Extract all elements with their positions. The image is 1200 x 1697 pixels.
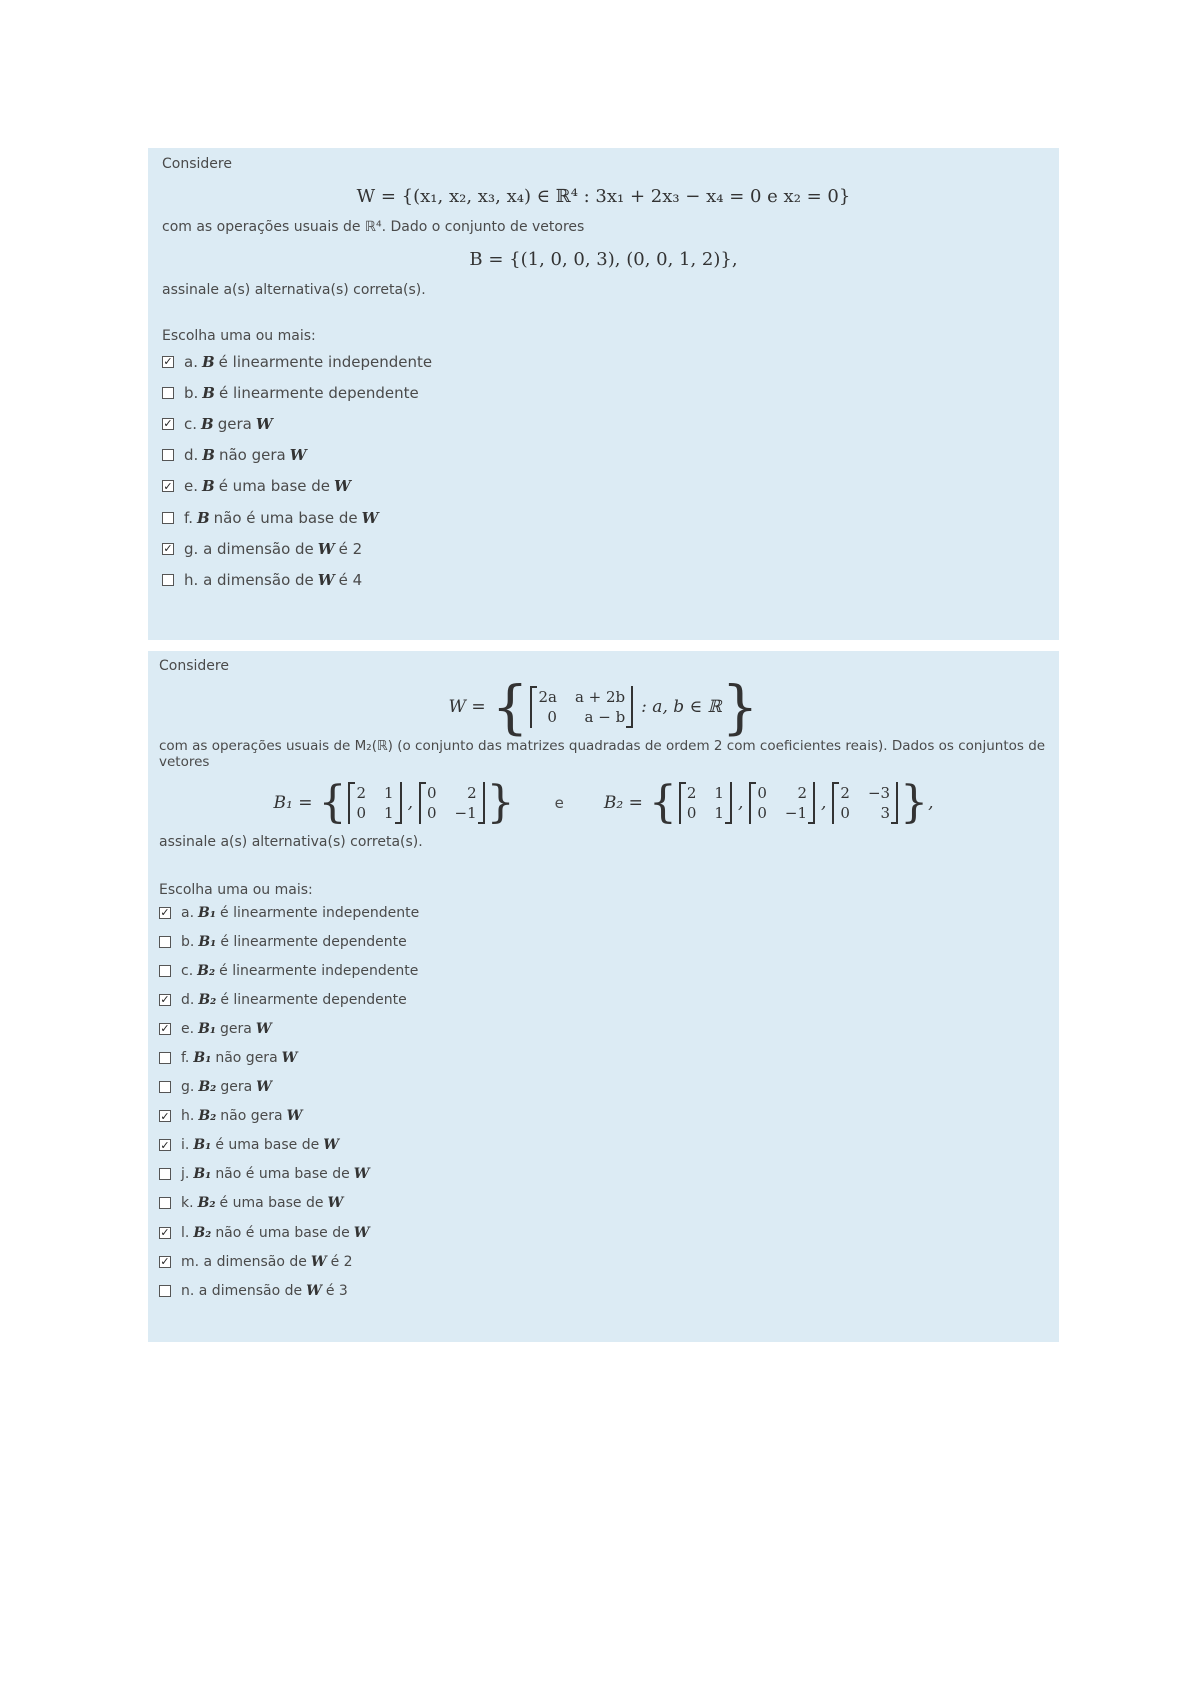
option-text: é linearmente independente (220, 904, 420, 921)
option-letter: b. (181, 933, 195, 950)
q1-ops-text: com as operações usuais de ℝ⁴. Dado o conjunto de vetores (162, 219, 585, 235)
checked-checkbox[interactable]: ✓ (160, 1022, 170, 1036)
option-space-symbol: W (334, 477, 351, 496)
answer-option[interactable] (159, 1160, 1048, 1189)
option-space-symbol: W (310, 1253, 327, 1270)
answer-option[interactable] (159, 1247, 1048, 1276)
q1-b-definition: B = {(1, 0, 0, 3), (0, 0, 1, 2)}, (469, 249, 738, 270)
option-space-symbol: W (353, 1166, 370, 1183)
comma: , (737, 793, 744, 813)
q2-w-definition (159, 673, 1048, 741)
matrix-entry: 3 (880, 804, 891, 822)
q1-assinale: assinale a(s) alternativa(s) correta(s). (162, 282, 426, 298)
option-text: é linearmente dependente (220, 933, 407, 950)
matrix-entry: 2a (538, 688, 557, 706)
checked-checkbox[interactable]: ✓ (160, 1226, 170, 1240)
matrix-entry: −3 (867, 784, 891, 802)
option-letter: d. (181, 991, 195, 1008)
right-brace: } (900, 777, 929, 828)
comma: , (821, 793, 827, 813)
option-text: a dimensão de (198, 1282, 303, 1299)
option-letter: h. (184, 570, 199, 589)
left-brace: { (318, 777, 347, 828)
right-brace: } (486, 777, 515, 828)
option-space-symbol: W (255, 1020, 272, 1037)
option-space-symbol: W (317, 570, 335, 589)
answer-option[interactable] (159, 1043, 1048, 1072)
matrix-entry: 0 (547, 708, 557, 726)
option-letter: l. (181, 1224, 190, 1241)
checked-checkbox[interactable]: ✓ (160, 906, 170, 920)
option-space-symbol: W (361, 508, 379, 527)
option-space-symbol: W (286, 1108, 303, 1125)
option-space-symbol: W (317, 539, 335, 558)
left-brace: { (491, 673, 529, 741)
answer-option[interactable] (159, 1131, 1048, 1160)
matrix-entry: 0 (426, 784, 437, 802)
q1-w-definition: W = {(x₁, x₂, x₃, x₄) ∈ ℝ⁴ : 3x₁ + 2x₃ − x₄ = 0 e x₂ = 0} (356, 186, 851, 207)
option-set-symbol: B₁ (193, 1050, 212, 1067)
option-space-symbol: W (323, 1137, 339, 1154)
option-tail: é 2 (330, 1253, 353, 1270)
option-letter: m. (181, 1253, 200, 1270)
option-text: é linearmente dependente (220, 991, 407, 1008)
answer-option[interactable] (159, 927, 1048, 956)
checked-checkbox[interactable]: ✓ (163, 542, 173, 556)
option-set-symbol: B (202, 477, 215, 496)
option-set-symbol: B (196, 508, 210, 527)
checked-checkbox[interactable]: ✓ (160, 1255, 170, 1269)
answer-option[interactable] (159, 1073, 1048, 1102)
q2-intro: Considere (159, 658, 229, 674)
option-set-symbol: B₁ (198, 933, 217, 950)
answer-option[interactable] (159, 1218, 1048, 1247)
option-space-symbol: W (281, 1050, 298, 1067)
checkbox[interactable] (162, 574, 174, 586)
option-space-symbol: W (306, 1282, 322, 1299)
matrix-entry: 2 (797, 784, 808, 802)
option-text: não é uma base de (213, 508, 358, 527)
q2-w-matrix (530, 686, 633, 728)
matrix-entry: 2 (686, 784, 697, 802)
option-space-symbol: W (353, 1224, 370, 1241)
matrix-entry: a + 2b (574, 688, 626, 706)
option-set-symbol: B₁ (193, 1137, 212, 1154)
answer-option[interactable] (159, 1014, 1048, 1043)
checkbox[interactable] (159, 1052, 171, 1064)
option-text: a dimensão de (203, 1253, 307, 1270)
right-brace: } (721, 673, 759, 741)
q1-intro: Considere (162, 156, 232, 172)
option-letter: e. (181, 1020, 195, 1037)
matrix-entry: 1 (384, 784, 394, 802)
option-set-symbol: B₂ (198, 991, 217, 1008)
option-tail: é 3 (325, 1282, 348, 1299)
matrix-entry: 0 (757, 784, 767, 802)
option-set-symbol: B₂ (198, 1079, 217, 1096)
checkbox[interactable] (162, 387, 174, 399)
option-letter: j. (181, 1166, 190, 1183)
option-set-symbol: B (202, 446, 215, 465)
answer-option[interactable] (159, 985, 1048, 1014)
option-text: é uma base de (218, 477, 331, 496)
matrix-entry: 1 (714, 784, 724, 802)
answer-option[interactable] (159, 1189, 1048, 1218)
option-letter: e. (184, 477, 198, 496)
option-text: gera (217, 414, 252, 433)
checkbox[interactable] (159, 936, 171, 948)
option-text: não gera (220, 1108, 283, 1125)
q2-b1-set (346, 782, 486, 824)
option-set-symbol: B₂ (197, 962, 216, 979)
option-letter: g. (181, 1079, 195, 1096)
checked-checkbox[interactable]: ✓ (160, 1138, 170, 1152)
option-text: é linearmente independente (218, 352, 433, 371)
option-letter: h. (181, 1108, 195, 1125)
option-letter: a. (184, 352, 198, 371)
checkbox[interactable] (159, 1285, 171, 1297)
q2-b2-set (677, 782, 900, 824)
checked-checkbox[interactable]: ✓ (163, 355, 173, 369)
checkbox[interactable] (159, 1197, 171, 1209)
option-tail: é 2 (338, 539, 363, 558)
option-set-symbol: B₂ (197, 1195, 216, 1212)
checked-checkbox[interactable]: ✓ (160, 993, 170, 1007)
q2-and-word: e (554, 794, 564, 812)
q2-w-lhs: W = (448, 697, 486, 717)
matrix-entry: 0 (356, 804, 367, 822)
option-text: é linearmente dependente (218, 383, 419, 402)
checkbox[interactable] (159, 1081, 171, 1093)
option-set-symbol: B (202, 383, 215, 402)
answer-option[interactable] (162, 408, 1045, 439)
option-set-symbol: B₁ (198, 904, 216, 921)
option-letter: f. (181, 1050, 190, 1067)
q2-bases-definition (159, 777, 1048, 828)
matrix-entry: a − b (584, 708, 626, 726)
matrix-entry: 1 (714, 804, 724, 822)
answer-option[interactable] (162, 440, 1045, 471)
question-1 (148, 148, 1059, 640)
option-space-symbol: W (327, 1195, 344, 1212)
option-letter: b. (184, 383, 199, 402)
option-letter: c. (184, 414, 198, 433)
matrix-entry: −1 (454, 804, 477, 822)
option-text: não é uma base de (215, 1166, 350, 1183)
q2-answer-list (159, 898, 1048, 1305)
option-letter: a. (181, 904, 195, 921)
q2-w-condition: : a, b ∈ ℝ (641, 697, 722, 717)
question-2 (148, 651, 1059, 1342)
option-set-symbol: B₁ (193, 1166, 212, 1183)
option-letter: d. (184, 446, 199, 465)
option-letter: k. (181, 1195, 194, 1212)
checkbox[interactable] (159, 965, 171, 977)
answer-option[interactable] (162, 502, 1045, 533)
q1-answer-list (162, 346, 1045, 596)
option-set-symbol: B₁ (198, 1020, 217, 1037)
option-letter: g. (184, 539, 199, 558)
matrix (348, 782, 401, 824)
option-text: não gera (215, 1050, 278, 1067)
option-text: não gera (218, 446, 286, 465)
option-text: é uma base de (219, 1195, 324, 1212)
option-letter: f. (184, 508, 193, 527)
checkbox[interactable] (159, 1168, 171, 1180)
matrix-entry: 0 (426, 804, 437, 822)
checked-checkbox[interactable]: ✓ (163, 479, 173, 493)
checkbox[interactable] (162, 449, 174, 461)
answer-option[interactable] (162, 377, 1045, 408)
matrix-entry: 2 (840, 784, 850, 802)
matrix-entry: 1 (384, 804, 394, 822)
checkbox[interactable] (162, 512, 174, 524)
q1-prompt: Escolha uma ou mais: (162, 328, 316, 344)
q2-assinale: assinale a(s) alternativa(s) correta(s). (159, 834, 423, 850)
matrix (832, 782, 898, 824)
answer-option[interactable] (162, 346, 1045, 377)
comma: , (407, 793, 413, 813)
checked-checkbox[interactable]: ✓ (160, 1109, 170, 1123)
q2-prompt: Escolha uma ou mais: (159, 882, 313, 898)
matrix (749, 782, 815, 824)
answer-option[interactable] (162, 471, 1045, 502)
q2-trailing-comma: , (928, 793, 934, 813)
answer-option[interactable] (159, 898, 1048, 927)
answer-option[interactable] (162, 533, 1045, 564)
q2-b1-label: B₁ = (273, 793, 313, 813)
option-space-symbol: W (289, 446, 307, 465)
option-letter: n. (181, 1282, 195, 1299)
option-text: a dimensão de (203, 539, 314, 558)
matrix (419, 782, 485, 824)
option-letter: i. (181, 1137, 190, 1154)
q2-ops-text: com as operações usuais de M₂(ℝ) (o conjunto das matrizes quadradas de ordem 2 com coeficientes reais). Dados os conjuntos de vetores (159, 738, 1046, 770)
option-text: é uma base de (215, 1137, 320, 1154)
option-text: gera (220, 1079, 253, 1096)
left-brace: { (648, 777, 677, 828)
checked-checkbox[interactable]: ✓ (163, 417, 173, 431)
matrix-entry: 0 (757, 804, 767, 822)
option-set-symbol: B₂ (193, 1224, 212, 1241)
matrix-entry: 0 (686, 804, 697, 822)
matrix-entry: 0 (840, 804, 850, 822)
option-text: gera (220, 1020, 252, 1037)
option-set-symbol: B₂ (198, 1108, 217, 1125)
answer-option[interactable] (159, 1276, 1048, 1305)
answer-option[interactable] (159, 1102, 1048, 1131)
option-letter: c. (181, 962, 194, 979)
matrix-entry: −1 (784, 804, 808, 822)
matrix (679, 782, 732, 824)
option-space-symbol: W (256, 1079, 272, 1096)
option-tail: é 4 (338, 570, 363, 589)
answer-option[interactable] (159, 956, 1048, 985)
matrix-entry: 2 (467, 784, 477, 802)
matrix-entry: 2 (356, 784, 367, 802)
option-text: é linearmente independente (219, 962, 419, 979)
answer-option[interactable] (162, 564, 1045, 595)
option-text: a dimensão de (203, 570, 314, 589)
option-set-symbol: B (201, 352, 215, 371)
q2-b2-label: B₂ = (603, 793, 643, 813)
option-space-symbol: W (255, 414, 273, 433)
option-set-symbol: B (201, 414, 214, 433)
option-text: não é uma base de (215, 1224, 350, 1241)
